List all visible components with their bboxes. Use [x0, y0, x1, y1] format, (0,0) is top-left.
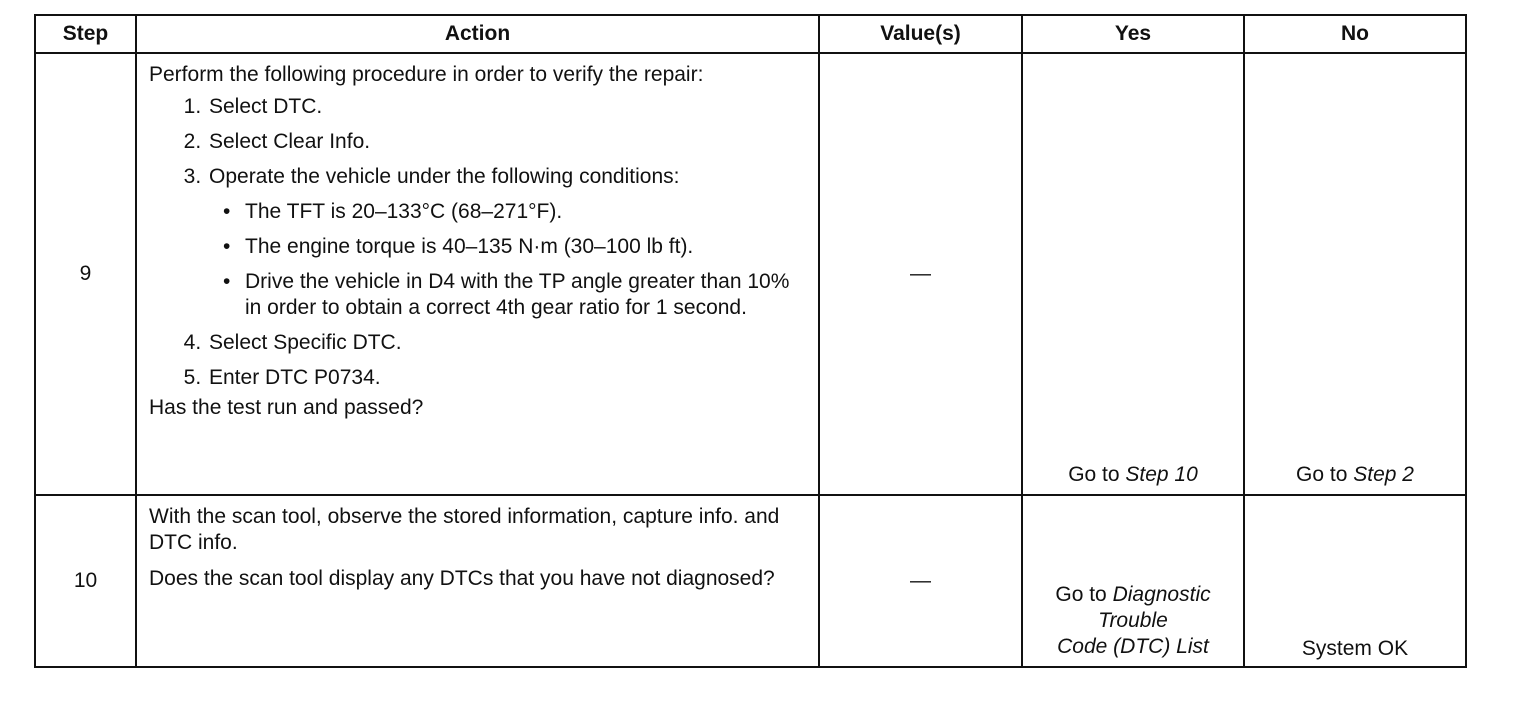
yes-prefix: Go to	[1068, 463, 1126, 486]
no-cell	[1244, 53, 1466, 495]
action-intro: Perform the following procedure in order to verify the repair:	[149, 63, 704, 86]
header-yes: Yes	[1022, 15, 1244, 53]
header-values: Value(s)	[819, 15, 1022, 53]
procedure-item: 2. Select Clear Info.	[207, 129, 808, 155]
step-number: 10	[35, 495, 136, 667]
condition-text: The TFT is 20–133°C (68–271°F).	[245, 200, 563, 223]
diagnostic-table	[34, 14, 1467, 668]
header-action: Action	[136, 15, 819, 53]
value-cell: —	[819, 53, 1022, 495]
condition-item	[223, 269, 808, 321]
condition-item	[223, 234, 808, 260]
value-cell: —	[819, 495, 1022, 667]
no-prefix: Go to	[1296, 463, 1354, 486]
yes-cell	[1022, 53, 1244, 495]
condition-text: The engine torque is 40–135 N·m (30–100 lb ft).	[245, 235, 694, 258]
procedure-item: 5. Enter DTC P0734.	[207, 365, 808, 391]
bullet-icon: •	[223, 270, 231, 293]
table-row	[35, 53, 1466, 495]
no-result: System OK	[1301, 637, 1409, 660]
procedure-item: 4. Select Specific DTC.	[207, 330, 808, 356]
no-step-link[interactable]: Step 2	[1353, 463, 1414, 486]
procedure-item	[207, 164, 808, 321]
yes-prefix: Go to	[1055, 583, 1113, 606]
yes-dtc-list-link[interactable]: Diagnostic	[1112, 583, 1211, 606]
header-row	[35, 15, 1466, 53]
condition-item	[223, 199, 808, 225]
step-number: 9	[35, 53, 136, 495]
condition-list	[209, 199, 808, 321]
procedure-list	[149, 94, 808, 391]
yes-step-link[interactable]: Step 10	[1125, 463, 1198, 486]
table-row	[35, 495, 1466, 667]
procedure-item-text: Operate the vehicle under the following conditions:	[209, 165, 680, 188]
header-no: No	[1244, 15, 1466, 53]
yes-cell	[1022, 495, 1244, 667]
action-intro: With the scan tool, observe the stored information, capture info. and DTC info.	[149, 505, 780, 554]
header-step: Step	[35, 15, 136, 53]
yes-dtc-list-link-line2[interactable]: Trouble	[1098, 609, 1168, 632]
no-cell	[1244, 495, 1466, 667]
bullet-icon: •	[223, 235, 231, 258]
condition-text: Drive the vehicle in D4 with the TP angle greater than 10% in order to obtain a correct 4th gear ratio for 1 second.	[245, 270, 790, 319]
action-question: Does the scan tool display any DTCs that you have not diagnosed?	[149, 567, 775, 590]
yes-dtc-list-link-line3[interactable]: Code (DTC) List	[1057, 635, 1209, 658]
procedure-item: 1. Select DTC.	[207, 94, 808, 120]
action-cell	[136, 495, 819, 667]
action-question: Has the test run and passed?	[149, 396, 424, 419]
action-cell	[136, 53, 819, 495]
bullet-icon: •	[223, 200, 231, 223]
